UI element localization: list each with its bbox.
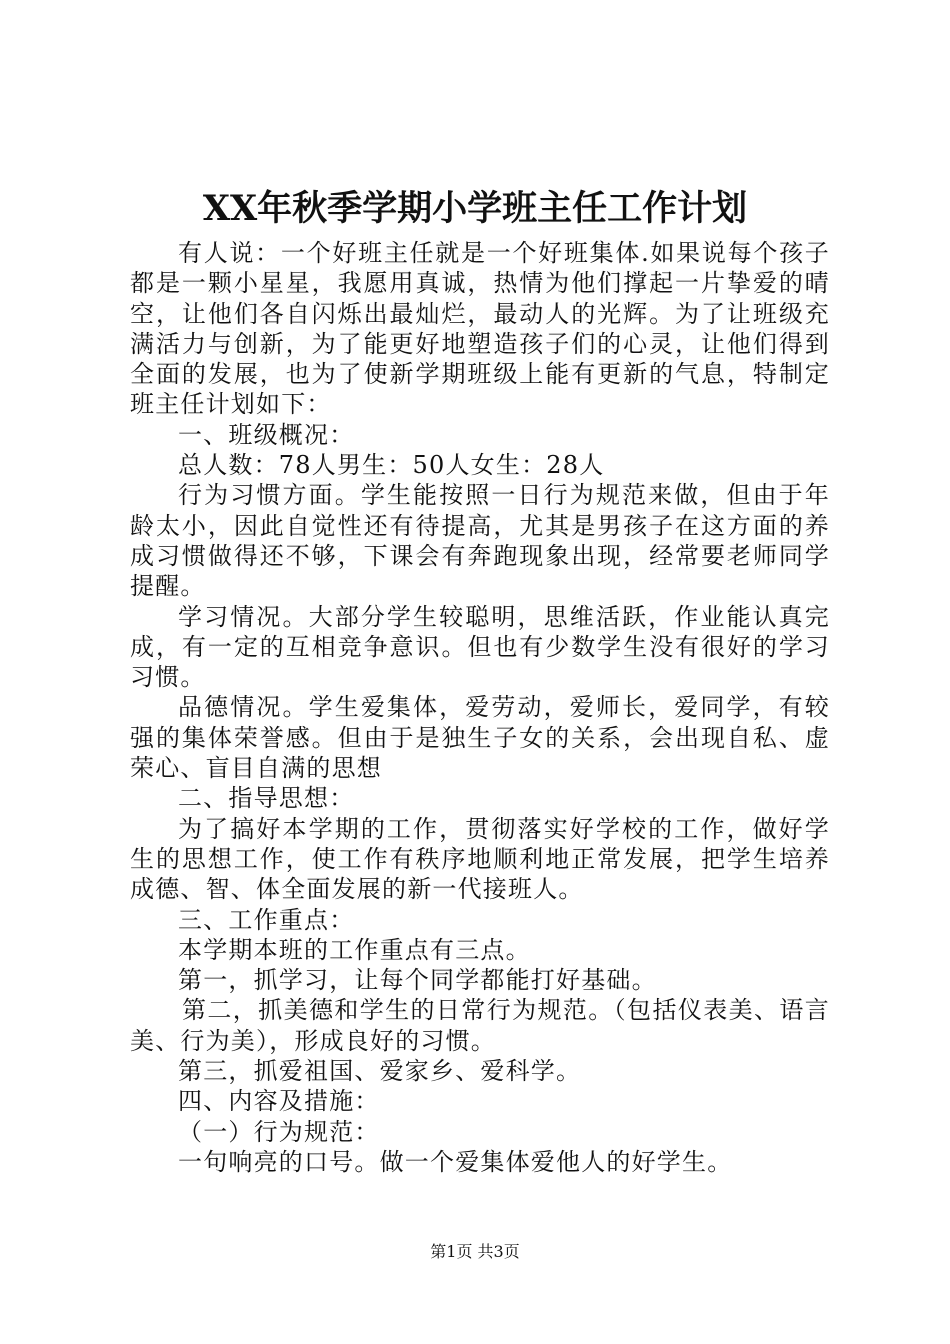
work-focus-item-1: 第一，抓学习，让每个同学都能打好基础。	[178, 966, 657, 995]
document-title: XX年秋季学期小学班主任工作计划	[202, 188, 748, 229]
study-situation-paragraph: 学习情况。大部分学生较聪明，思维活跃，作业能认真完成，有一定的互相竞争意识。但也有少数学生没有很好的学习习惯。	[130, 602, 830, 692]
student-count-line: 总人数：78人男生：50人女生：28人	[178, 451, 605, 480]
section-heading-work-focus: 三、工作重点：	[178, 905, 355, 934]
section-heading-content-measures: 四、内容及措施：	[178, 1087, 380, 1116]
work-focus-item-2: 第二，抓美德和学生的日常行为规范。（包括仪表美、语言美、行为美），形成良好的习惯。	[130, 996, 830, 1055]
document-body	[130, 238, 830, 1177]
work-focus-item-3: 第三，抓爱祖国、爱家乡、爱科学。	[178, 1057, 582, 1086]
moral-situation-paragraph: 品德情况。学生爱集体，爱劳动，爱师长，爱同学，有较强的集体荣誉感。但由于是独生子女的关系，会出现自私、虚荣心、盲目自满的思想	[130, 693, 830, 783]
subsection-heading-behavior-norms: （一）行为规范：	[178, 1117, 380, 1146]
slogan-line: 一句响亮的口号。做一个爱集体爱他人的好学生。	[178, 1147, 733, 1176]
section-heading-guiding-ideas: 二、指导思想：	[178, 784, 355, 813]
behavior-habits-paragraph: 行为习惯方面。学生能按照一日行为规范来做，但由于年龄太小，因此自觉性还有待提高，尤其是男孩子在这方面的养成习惯做得还不够，下课会有奔跑现象出现，经常要老师同学提醒。	[130, 481, 830, 601]
page-number: 第1页	[430, 1242, 473, 1261]
page-footer	[0, 1240, 950, 1264]
page-total: 共3页	[477, 1242, 520, 1261]
section-heading-class-overview: 一、班级概况：	[178, 420, 355, 449]
work-focus-intro: 本学期本班的工作重点有三点。	[178, 935, 531, 964]
intro-paragraph: 有人说：一个好班主任就是一个好班集体.如果说每个孩子都是一颗小星星，我愿用真诚，热情为他们撑起一片挚爱的晴空，让他们各自闪烁出最灿烂，最动人的光辉。为了让班级充满活力与创新，为了能更好地塑造孩子们的心灵，让他们得到全面的发展，也为了使新学期班级上能有更新的气息，特制定班主任计划如下：	[130, 239, 830, 419]
guiding-ideas-paragraph: 为了搞好本学期的工作，贯彻落实好学校的工作，做好学生的思想工作，使工作有秩序地顺利地正常发展，把学生培养成德、智、体全面发展的新一代接班人。	[130, 814, 830, 904]
